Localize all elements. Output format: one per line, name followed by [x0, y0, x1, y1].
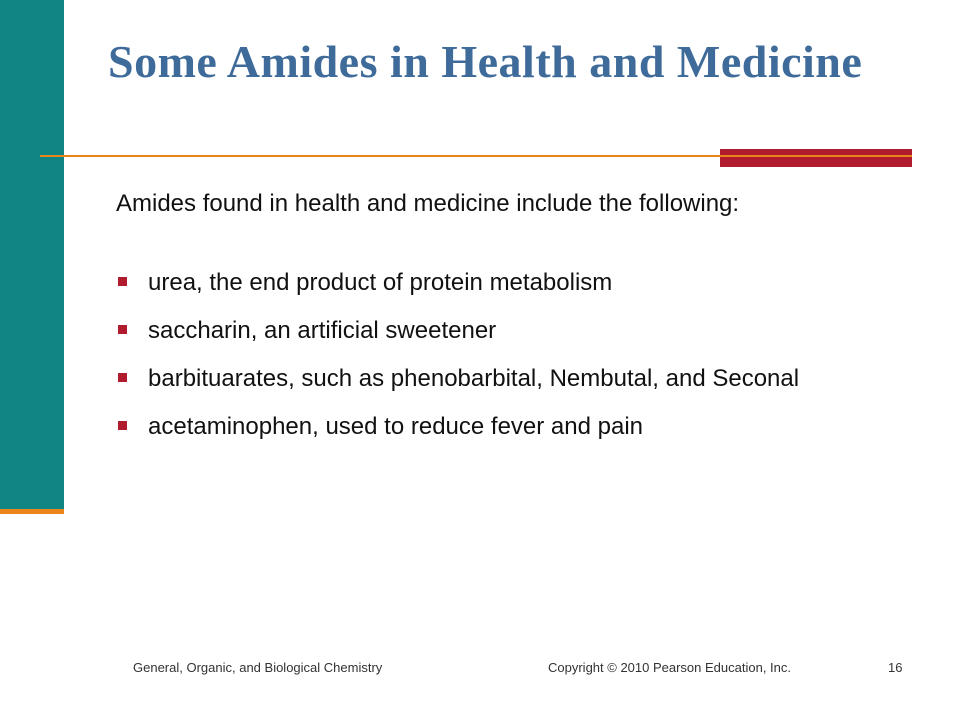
footer-course-title: General, Organic, and Biological Chemistry — [133, 660, 383, 675]
square-bullet-icon — [118, 325, 127, 334]
left-bar-accent-line — [0, 509, 64, 514]
bullet-item — [116, 364, 856, 394]
bullet-text: saccharin, an artificial sweetener — [148, 317, 497, 344]
intro-text: Amides found in health and medicine include the following: — [116, 190, 740, 217]
footer-copyright: Copyright © 2010 Pearson Education, Inc. — [548, 660, 792, 675]
bullet-item — [116, 268, 856, 298]
bullet-item — [116, 316, 856, 346]
slide-title: Some Amides in Health and Medicine — [108, 36, 863, 87]
left-decorative-bar — [0, 0, 64, 513]
footer-page-number: 16 — [888, 660, 903, 675]
bullet-text: barbituarates, such as phenobarbital, Nembutal, and Seconal — [148, 365, 800, 392]
square-bullet-icon — [118, 277, 127, 286]
bullet-item — [116, 412, 856, 442]
bullet-text: acetaminophen, used to reduce fever and pain — [148, 413, 644, 440]
square-bullet-icon — [118, 421, 127, 430]
title-divider-accent-block — [720, 149, 912, 167]
bullet-list — [116, 268, 856, 460]
bullet-text: urea, the end product of protein metabolism — [148, 269, 613, 296]
square-bullet-icon — [118, 373, 127, 382]
title-divider-accent-stripe — [720, 155, 912, 157]
